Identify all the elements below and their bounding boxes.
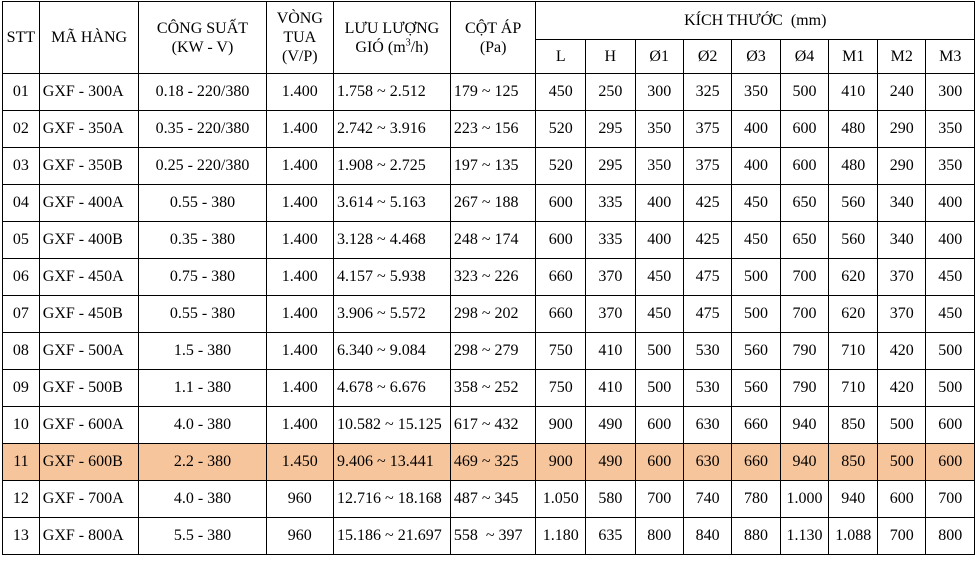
cell-luu-luong: 2.742 ~ 3.916 [334, 111, 451, 148]
cell-dim-2: 350 [635, 148, 683, 185]
cell-dim-3: 630 [683, 444, 731, 481]
cell-dim-2: 600 [635, 444, 683, 481]
cell-dim-6: 940 [829, 481, 878, 518]
header-dim-5: Ø4 [780, 40, 829, 74]
cell-dim-6: 560 [829, 185, 878, 222]
cell-dim-0: 520 [536, 148, 586, 185]
cell-cot-ap: 267 ~ 188 [450, 185, 536, 222]
cell-dim-4: 400 [732, 148, 780, 185]
cell-dim-7: 290 [878, 148, 926, 185]
header-cot-ap [450, 2, 536, 74]
cell-dim-4: 350 [732, 74, 780, 111]
cell-dim-1: 370 [586, 259, 635, 296]
cell-cong-suat: 5.5 - 380 [139, 518, 266, 555]
cell-ma-hang: GXF - 450A [39, 259, 139, 296]
cell-dim-2: 800 [635, 518, 683, 555]
cell-dim-1: 410 [586, 333, 635, 370]
cell-dim-8: 500 [926, 370, 975, 407]
header-dim-2: Ø1 [635, 40, 683, 74]
cell-cot-ap: 248 ~ 174 [450, 222, 536, 259]
cell-dim-0: 750 [536, 370, 586, 407]
cell-dim-5: 600 [780, 111, 829, 148]
cell-cot-ap: 223 ~ 156 [450, 111, 536, 148]
table-row [3, 370, 975, 407]
cell-dim-1: 410 [586, 370, 635, 407]
cell-dim-6: 480 [829, 148, 878, 185]
cell-dim-0: 600 [536, 222, 586, 259]
cell-stt: 04 [3, 185, 40, 222]
cell-dim-6: 1.088 [829, 518, 878, 555]
cell-stt: 01 [3, 74, 40, 111]
cell-ma-hang: GXF - 500B [39, 370, 139, 407]
cell-dim-7: 370 [878, 259, 926, 296]
header-luu-luong-line2a: GIÓ (m [355, 38, 406, 56]
cell-dim-8: 400 [926, 185, 975, 222]
cell-dim-0: 660 [536, 259, 586, 296]
table-row [3, 74, 975, 111]
cell-ma-hang: GXF - 350B [39, 148, 139, 185]
table-row [3, 444, 975, 481]
table-row [3, 222, 975, 259]
cell-dim-7: 420 [878, 370, 926, 407]
cell-dim-6: 710 [829, 370, 878, 407]
cell-cong-suat: 0.35 - 220/380 [139, 111, 266, 148]
cell-luu-luong: 12.716 ~ 18.168 [334, 481, 451, 518]
cell-dim-6: 620 [829, 259, 878, 296]
cell-dim-5: 600 [780, 148, 829, 185]
cell-dim-7: 370 [878, 296, 926, 333]
cell-luu-luong: 4.678 ~ 6.676 [334, 370, 451, 407]
cell-cong-suat: 0.25 - 220/380 [139, 148, 266, 185]
header-cong-suat [139, 2, 266, 74]
cell-dim-6: 620 [829, 296, 878, 333]
cell-stt: 08 [3, 333, 40, 370]
header-cot-ap-line2: (Pa) [479, 38, 507, 56]
table-row [3, 333, 975, 370]
cell-vong-tua: 1.400 [266, 111, 333, 148]
cell-dim-3: 530 [683, 370, 731, 407]
cell-cot-ap: 179 ~ 125 [450, 74, 536, 111]
cell-dim-2: 500 [635, 370, 683, 407]
header-dim-0: L [536, 40, 586, 74]
cell-dim-0: 750 [536, 333, 586, 370]
cell-stt: 09 [3, 370, 40, 407]
cell-dim-3: 425 [683, 185, 731, 222]
cell-dim-6: 560 [829, 222, 878, 259]
header-dim-8: M3 [926, 40, 975, 74]
cell-dim-1: 580 [586, 481, 635, 518]
cell-vong-tua: 1.400 [266, 148, 333, 185]
cell-vong-tua: 1.450 [266, 444, 333, 481]
cell-dim-5: 650 [780, 185, 829, 222]
cell-ma-hang: GXF - 450B [39, 296, 139, 333]
cell-dim-0: 520 [536, 111, 586, 148]
cell-cong-suat: 4.0 - 380 [139, 407, 266, 444]
cell-cot-ap: 323 ~ 226 [450, 259, 536, 296]
header-cong-suat-line1: CÔNG SUẤT [156, 19, 249, 37]
cell-stt: 06 [3, 259, 40, 296]
cell-vong-tua: 960 [266, 518, 333, 555]
cell-dim-8: 800 [926, 518, 975, 555]
header-luu-luong [334, 2, 451, 74]
cell-dim-8: 400 [926, 222, 975, 259]
cell-cot-ap: 487 ~ 345 [450, 481, 536, 518]
cell-vong-tua: 1.400 [266, 259, 333, 296]
cell-dim-5: 500 [780, 74, 829, 111]
cell-luu-luong: 3.614 ~ 5.163 [334, 185, 451, 222]
header-ma-hang: MÃ HÀNG [39, 2, 139, 74]
cell-dim-4: 400 [732, 111, 780, 148]
cell-dim-1: 335 [586, 222, 635, 259]
cell-dim-0: 1.050 [536, 481, 586, 518]
cell-dim-1: 490 [586, 407, 635, 444]
cell-vong-tua: 1.400 [266, 296, 333, 333]
table-row [3, 407, 975, 444]
cell-dim-3: 425 [683, 222, 731, 259]
header-dim-3: Ø2 [683, 40, 731, 74]
cell-dim-5: 1.130 [780, 518, 829, 555]
cell-dim-7: 420 [878, 333, 926, 370]
cell-dim-5: 700 [780, 296, 829, 333]
cell-dim-2: 450 [635, 259, 683, 296]
cell-luu-luong: 4.157 ~ 5.938 [334, 259, 451, 296]
cell-cong-suat: 0.55 - 380 [139, 296, 266, 333]
cell-luu-luong: 1.758 ~ 2.512 [334, 74, 451, 111]
cell-dim-4: 560 [732, 370, 780, 407]
cell-dim-5: 790 [780, 370, 829, 407]
cell-dim-5: 1.000 [780, 481, 829, 518]
cell-dim-2: 600 [635, 407, 683, 444]
header-luu-luong-line1: LƯU LƯỢNG [344, 19, 440, 37]
cell-dim-8: 450 [926, 259, 975, 296]
cell-dim-4: 660 [732, 444, 780, 481]
cell-dim-2: 400 [635, 185, 683, 222]
cell-vong-tua: 1.400 [266, 370, 333, 407]
table-row [3, 296, 975, 333]
header-stt: STT [3, 2, 40, 74]
cell-dim-0: 900 [536, 407, 586, 444]
cell-ma-hang: GXF - 300A [39, 74, 139, 111]
cell-dim-8: 500 [926, 333, 975, 370]
header-vong-tua-line2: TUA [283, 29, 317, 46]
cell-ma-hang: GXF - 600A [39, 407, 139, 444]
cell-dim-2: 400 [635, 222, 683, 259]
cell-vong-tua: 1.400 [266, 222, 333, 259]
cell-dim-1: 490 [586, 444, 635, 481]
cell-stt: 13 [3, 518, 40, 555]
cell-luu-luong: 10.582 ~ 15.125 [334, 407, 451, 444]
cell-dim-8: 600 [926, 407, 975, 444]
cell-dim-1: 295 [586, 148, 635, 185]
cell-luu-luong: 1.908 ~ 2.725 [334, 148, 451, 185]
cell-dim-2: 300 [635, 74, 683, 111]
table-row [3, 148, 975, 185]
cell-dim-2: 700 [635, 481, 683, 518]
cell-dim-6: 480 [829, 111, 878, 148]
cell-cot-ap: 469 ~ 325 [450, 444, 536, 481]
cell-stt: 07 [3, 296, 40, 333]
cell-dim-4: 450 [732, 222, 780, 259]
cell-cong-suat: 1.1 - 380 [139, 370, 266, 407]
cell-dim-3: 475 [683, 259, 731, 296]
cell-stt: 11 [3, 444, 40, 481]
header-vong-tua-line1: VÒNG [276, 10, 323, 27]
cell-dim-7: 600 [878, 481, 926, 518]
cell-dim-8: 450 [926, 296, 975, 333]
cell-dim-6: 710 [829, 333, 878, 370]
cell-stt: 05 [3, 222, 40, 259]
header-vong-tua-line3: (V/P) [282, 48, 318, 65]
cell-ma-hang: GXF - 700A [39, 481, 139, 518]
cell-ma-hang: GXF - 400A [39, 185, 139, 222]
header-cot-ap-line1: CỘT ÁP [465, 19, 522, 37]
cell-dim-3: 375 [683, 148, 731, 185]
cell-dim-6: 850 [829, 407, 878, 444]
cell-luu-luong: 6.340 ~ 9.084 [334, 333, 451, 370]
cell-cot-ap: 298 ~ 279 [450, 333, 536, 370]
cell-vong-tua: 1.400 [266, 74, 333, 111]
cell-stt: 12 [3, 481, 40, 518]
cell-ma-hang: GXF - 400B [39, 222, 139, 259]
cell-dim-0: 900 [536, 444, 586, 481]
header-dim-6: M1 [829, 40, 878, 74]
cell-vong-tua: 1.400 [266, 185, 333, 222]
cell-dim-2: 500 [635, 333, 683, 370]
cell-dim-7: 700 [878, 518, 926, 555]
cell-dim-3: 325 [683, 74, 731, 111]
cell-cong-suat: 2.2 - 380 [139, 444, 266, 481]
header-luu-luong-line2b: /h) [410, 38, 429, 56]
cell-cong-suat: 0.55 - 380 [139, 185, 266, 222]
table-row [3, 185, 975, 222]
header-dim-1: H [586, 40, 635, 74]
cell-dim-3: 475 [683, 296, 731, 333]
cell-ma-hang: GXF - 350A [39, 111, 139, 148]
cell-dim-6: 850 [829, 444, 878, 481]
cell-dim-3: 840 [683, 518, 731, 555]
cell-cong-suat: 0.35 - 380 [139, 222, 266, 259]
cell-cot-ap: 558 ~ 397 [450, 518, 536, 555]
cell-cot-ap: 617 ~ 432 [450, 407, 536, 444]
cell-dim-1: 635 [586, 518, 635, 555]
cell-dim-7: 340 [878, 185, 926, 222]
cell-dim-4: 660 [732, 407, 780, 444]
cell-dim-7: 500 [878, 444, 926, 481]
cell-cong-suat: 4.0 - 380 [139, 481, 266, 518]
cell-luu-luong: 3.906 ~ 5.572 [334, 296, 451, 333]
table-row [3, 111, 975, 148]
cell-ma-hang: GXF - 500A [39, 333, 139, 370]
cell-dim-1: 370 [586, 296, 635, 333]
cell-luu-luong: 15.186 ~ 21.697 [334, 518, 451, 555]
cell-dim-1: 250 [586, 74, 635, 111]
table-row [3, 481, 975, 518]
cell-stt: 03 [3, 148, 40, 185]
cell-dim-1: 335 [586, 185, 635, 222]
cell-ma-hang: GXF - 600B [39, 444, 139, 481]
header-dim-7: M2 [878, 40, 926, 74]
header-luu-luong-sup: 3 [405, 37, 411, 49]
cell-stt: 02 [3, 111, 40, 148]
cell-dim-5: 940 [780, 407, 829, 444]
cell-dim-8: 700 [926, 481, 975, 518]
cell-dim-3: 740 [683, 481, 731, 518]
cell-cong-suat: 1.5 - 380 [139, 333, 266, 370]
cell-dim-8: 350 [926, 148, 975, 185]
cell-dim-5: 940 [780, 444, 829, 481]
table-row [3, 259, 975, 296]
cell-dim-3: 630 [683, 407, 731, 444]
cell-vong-tua: 1.400 [266, 407, 333, 444]
cell-ma-hang: GXF - 800A [39, 518, 139, 555]
cell-stt: 10 [3, 407, 40, 444]
cell-luu-luong: 9.406 ~ 13.441 [334, 444, 451, 481]
cell-cot-ap: 358 ~ 252 [450, 370, 536, 407]
cell-dim-5: 790 [780, 333, 829, 370]
product-spec-table [2, 1, 975, 555]
cell-dim-4: 500 [732, 259, 780, 296]
cell-dim-5: 650 [780, 222, 829, 259]
cell-dim-8: 300 [926, 74, 975, 111]
cell-cong-suat: 0.75 - 380 [139, 259, 266, 296]
cell-dim-3: 530 [683, 333, 731, 370]
cell-dim-4: 500 [732, 296, 780, 333]
cell-dim-2: 450 [635, 296, 683, 333]
cell-vong-tua: 960 [266, 481, 333, 518]
cell-dim-1: 295 [586, 111, 635, 148]
header-vong-tua [266, 2, 333, 74]
cell-dim-0: 450 [536, 74, 586, 111]
cell-luu-luong: 3.128 ~ 4.468 [334, 222, 451, 259]
cell-dim-0: 660 [536, 296, 586, 333]
cell-cong-suat: 0.18 - 220/380 [139, 74, 266, 111]
cell-dim-7: 240 [878, 74, 926, 111]
cell-dim-4: 560 [732, 333, 780, 370]
cell-dim-7: 290 [878, 111, 926, 148]
cell-dim-4: 450 [732, 185, 780, 222]
cell-cot-ap: 298 ~ 202 [450, 296, 536, 333]
cell-dim-0: 1.180 [536, 518, 586, 555]
cell-dim-8: 350 [926, 111, 975, 148]
cell-dim-6: 410 [829, 74, 878, 111]
cell-dim-0: 600 [536, 185, 586, 222]
spec-table-body [3, 74, 975, 555]
cell-cot-ap: 197 ~ 135 [450, 148, 536, 185]
cell-dim-5: 700 [780, 259, 829, 296]
header-kich-thuoc: KÍCH THƯỚC (mm) [536, 2, 975, 40]
header-dim-4: Ø3 [732, 40, 780, 74]
header-cong-suat-line2: (KW - V) [171, 38, 234, 56]
cell-dim-4: 780 [732, 481, 780, 518]
cell-dim-2: 350 [635, 111, 683, 148]
cell-dim-4: 880 [732, 518, 780, 555]
cell-vong-tua: 1.400 [266, 333, 333, 370]
table-row [3, 518, 975, 555]
cell-dim-7: 340 [878, 222, 926, 259]
cell-dim-8: 600 [926, 444, 975, 481]
cell-dim-7: 500 [878, 407, 926, 444]
cell-dim-3: 375 [683, 111, 731, 148]
